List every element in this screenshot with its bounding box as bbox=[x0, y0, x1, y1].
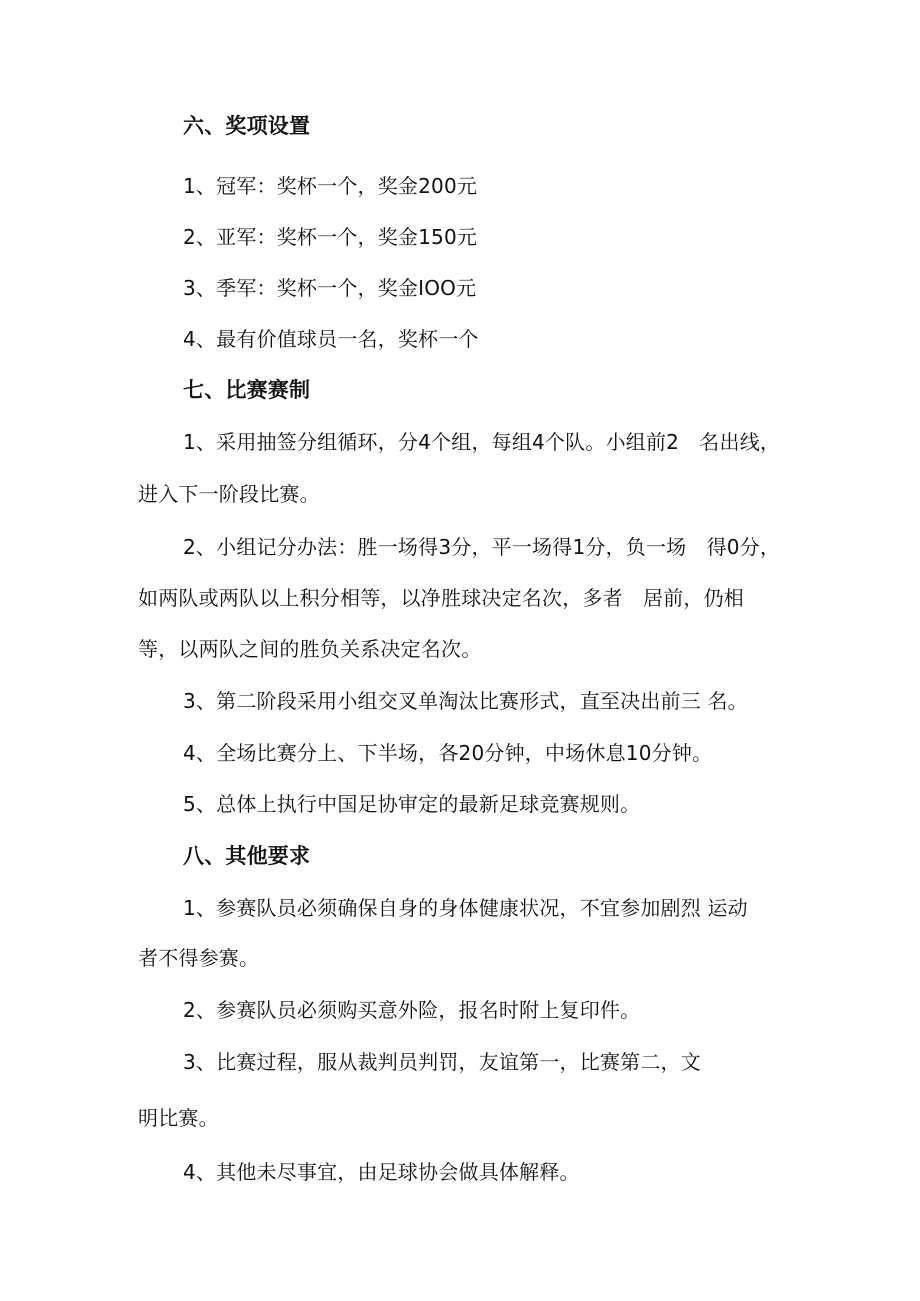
requirement-item-4: 4、其他未尽事宜，由足球协会做具体解释。 bbox=[183, 1160, 580, 1184]
section-heading-format: 七、比赛赛制 bbox=[183, 378, 311, 402]
format-item-5: 5、总体上执行中国足协审定的最新足球竞赛规则。 bbox=[183, 792, 641, 816]
format-item-4: 4、全场比赛分上、下半场，各20分钟，中场休息10分钟。 bbox=[183, 741, 713, 765]
requirement-item-1-line-2: 者不得参赛。 bbox=[138, 946, 260, 970]
format-item-1-line-2: 进入下一阶段比赛。 bbox=[138, 482, 320, 506]
requirement-item-2: 2、参赛队员必须购买意外险，报名时附上复印件。 bbox=[183, 998, 641, 1022]
requirement-item-3-line-2: 明比赛。 bbox=[138, 1106, 219, 1130]
section-heading-awards: 六、奖项设置 bbox=[183, 114, 311, 138]
format-item-3: 3、第二阶段采用小组交叉单淘汰比赛形式，直至决出前三 名。 bbox=[183, 689, 748, 713]
format-item-2-line-2: 如两队或两队以上积分相等，以净胜球决定名次，多者 居前，仍相 bbox=[138, 586, 744, 610]
format-item-2-line-3: 等，以两队之间的胜负关系决定名次。 bbox=[138, 637, 482, 661]
requirement-item-3-line-1: 3、比赛过程，服从裁判员判罚，友谊第一，比赛第二，文 bbox=[183, 1050, 701, 1074]
format-item-1-line-1: 1、采用抽签分组循环，分4个组，每组4个队。小组前2 名出线， bbox=[183, 430, 781, 454]
award-item-1: 1、冠军：奖杯一个，奖金200元 bbox=[183, 174, 478, 198]
format-item-2-line-1: 2、小组记分办法：胜一场得3分，平一场得1分，负一场 得0分， bbox=[183, 535, 781, 559]
award-item-2: 2、亚军：奖杯一个，奖金150元 bbox=[183, 225, 478, 249]
award-item-3: 3、季军：奖杯一个，奖金IOO元 bbox=[183, 276, 477, 300]
requirement-item-1-line-1: 1、参赛队员必须确保自身的身体健康状况，不宜参加剧烈 运动 bbox=[183, 896, 748, 920]
section-heading-requirements: 八、其他要求 bbox=[183, 844, 311, 868]
award-item-4: 4、最有价值球员一名，奖杯一个 bbox=[183, 327, 479, 351]
